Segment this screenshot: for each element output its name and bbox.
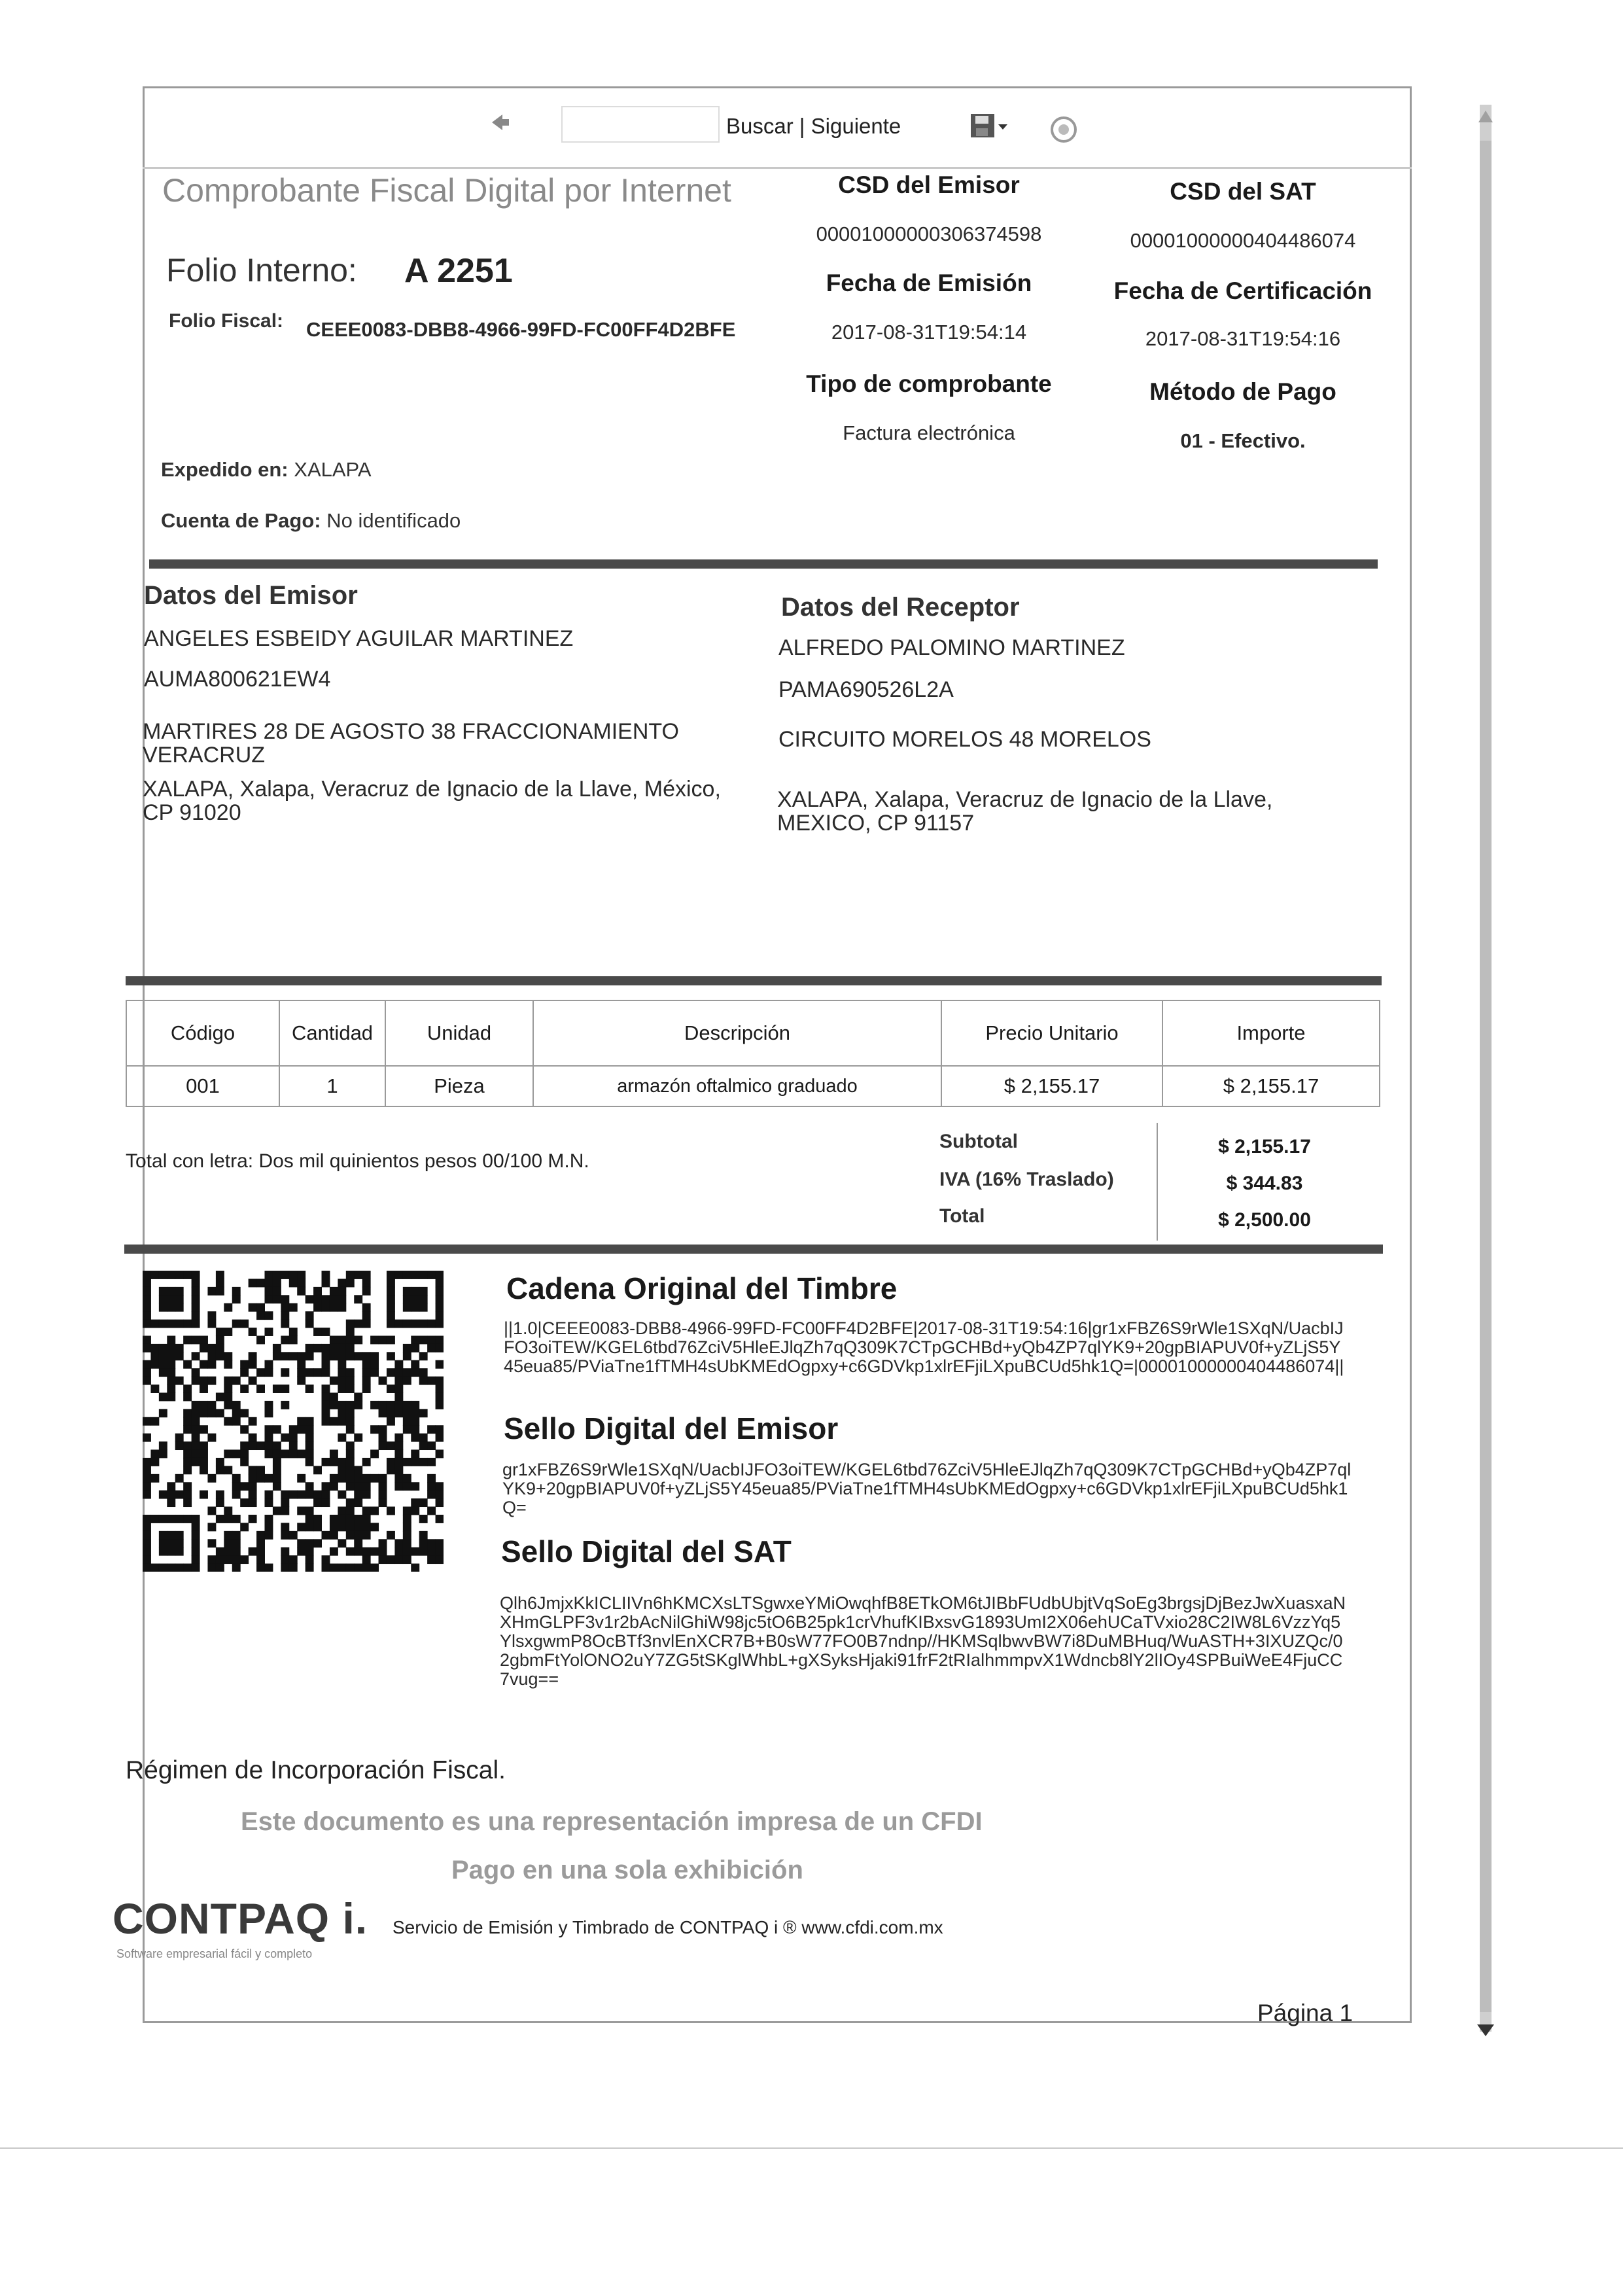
save-icon[interactable] [969, 113, 1011, 143]
receptor-name: ALFREDO PALOMINO MARTINEZ [778, 635, 1125, 660]
emisor-title: Datos del Emisor [144, 581, 358, 610]
total-letra-label: Total con letra: [126, 1150, 254, 1172]
total-value: $ 2,500.00 [1218, 1209, 1311, 1231]
search-input[interactable] [561, 106, 720, 143]
csd-emisor-label: CSD del Emisor [838, 171, 1020, 198]
csd-sat-label: CSD del SAT [1170, 178, 1316, 205]
toolbar-divider [143, 167, 1412, 169]
expedido-en [161, 458, 372, 482]
page-number: Página 1 [1257, 2000, 1353, 2026]
total-letra-value: Dos mil quinientos pesos 00/100 M.N. [258, 1150, 589, 1172]
header-importe: Importe [1162, 1000, 1380, 1066]
header-band [149, 559, 1378, 569]
tipo-comprobante-value: Factura electrónica [843, 421, 1015, 444]
search-controls [726, 114, 901, 139]
emisor-rfc: AUMA800621EW4 [144, 667, 331, 692]
cell-codigo: 001 [126, 1066, 279, 1106]
emisor-name: ANGELES ESBEIDY AGUILAR MARTINEZ [144, 626, 574, 651]
fecha-emision-value: 2017-08-31T19:54:14 [831, 321, 1027, 344]
scrollbar-thumb[interactable] [1480, 141, 1492, 2012]
table-row [126, 1066, 1380, 1106]
expedido-label: Expedido en: [161, 458, 288, 481]
next-button[interactable]: Siguiente [811, 114, 901, 138]
receptor-title: Datos del Receptor [781, 593, 1020, 622]
back-arrow-icon[interactable] [489, 111, 512, 133]
header-unidad: Unidad [385, 1000, 533, 1066]
cell-descripcion: armazón oftalmico graduado [533, 1066, 941, 1106]
totals-bottom-band [124, 1245, 1383, 1254]
cell-unidad: Pieza [385, 1066, 533, 1106]
receptor-address-line3: MEXICO, CP 91157 [777, 811, 975, 836]
cell-cantidad: 1 [279, 1066, 385, 1106]
cuenta-label: Cuenta de Pago: [161, 509, 321, 532]
table-top-band [126, 976, 1382, 985]
totals-divider [1157, 1123, 1158, 1241]
subtotal-value: $ 2,155.17 [1218, 1136, 1311, 1157]
total-con-letra [126, 1150, 589, 1173]
refresh-icon[interactable] [1049, 115, 1078, 144]
regimen-fiscal: Régimen de Incorporación Fiscal. [126, 1756, 506, 1784]
cadena-original-text: ||1.0|CEEE0083-DBB8-4966-99FD-FC00FF4D2BFE|2017-08-31T19:54:16|gr1xFBZ6S9rWle1SXqN/UacbIJFO3oiTEW/KGEL6tbd76ZciV5HleEJlqZh7qQ309K7CTpGCHBd+yQb4ZP7qlYK9+20gpBIAPUV0f+yZLjS5Y45eua85/PViaTne1fTMH4sUbKMEdOgpxy+c6GDVkp1xlrEFjiLXpuBCUd5hk1Q=|00001000000404486074|| [504, 1318, 1344, 1376]
header-codigo: Código [126, 1000, 279, 1066]
total-label: Total [939, 1205, 985, 1227]
header-precio-unitario: Precio Unitario [941, 1000, 1162, 1066]
metodo-pago-label: Método de Pago [1149, 378, 1336, 405]
csd-sat-value: 00001000000404486074 [1130, 229, 1356, 252]
folio-fiscal-value: CEEE0083-DBB8-4966-99FD-FC00FF4D2BFE [306, 318, 736, 341]
search-button[interactable]: Buscar [726, 114, 794, 138]
iva-value: $ 344.83 [1226, 1173, 1303, 1194]
document-type-title: Comprobante Fiscal Digital por Internet [162, 172, 731, 209]
fecha-certificacion-label: Fecha de Certificación [1113, 277, 1372, 304]
scroll-down-arrow-icon[interactable] [1476, 2022, 1495, 2039]
toolbar-separator: | [799, 114, 805, 138]
folio-interno-label: Folio Interno: [166, 252, 357, 289]
scan-edge [0, 2147, 1623, 2149]
tipo-comprobante-label: Tipo de comprobante [806, 370, 1052, 397]
receptor-address-line2: XALAPA, Xalapa, Veracruz de Ignacio de la Llave, [777, 787, 1273, 812]
emisor-address-line1: MARTIRES 28 DE AGOSTO 38 FRACCIONAMIENTO [143, 719, 679, 744]
items-table [126, 1000, 1380, 1107]
cell-precio-unitario: $ 2,155.17 [941, 1066, 1162, 1106]
subtotal-label: Subtotal [939, 1131, 1018, 1152]
folio-fiscal-label: Folio Fiscal: [169, 310, 284, 332]
expedido-value: XALAPA [294, 458, 372, 481]
emisor-address-line2: VERACRUZ [143, 743, 266, 768]
servicio-timbrado: Servicio de Emisión y Timbrado de CONTPAQ i ® www.cfdi.com.mx [393, 1917, 943, 1937]
contpaq-logo: CONTPAQ i. [113, 1894, 368, 1943]
sello-emisor-text: gr1xFBZ6S9rWle1SXqN/UacbIJFO3oiTEW/KGEL6tbd76ZciV5HleEJlqZh7qQ309K7CTpGCHBd+yQb4ZP7qlYK9+20gpBIAPUV0f+yZLjS5Y45eua85/PViaTne1fTMH4sUbKMEdOgpxy+c6GDVkp1xlrEFjiLXpuBCUd5hk1Q= [502, 1460, 1352, 1517]
contpaq-tagline: Software empresarial fácil y completo [116, 1947, 313, 1960]
pago-leyenda: Pago en una sola exhibición [451, 1856, 803, 1884]
emisor-address-line4: CP 91020 [143, 800, 241, 825]
qr-code-icon [143, 1271, 444, 1572]
sello-emisor-title: Sello Digital del Emisor [504, 1411, 839, 1445]
cuenta-value: No identificado [326, 509, 461, 532]
scroll-up-arrow-icon[interactable] [1477, 108, 1494, 125]
header-cantidad: Cantidad [279, 1000, 385, 1066]
emisor-address-line3: XALAPA, Xalapa, Veracruz de Ignacio de la Llave, México, [143, 777, 721, 802]
fecha-emision-label: Fecha de Emisión [826, 270, 1032, 296]
table-header-row [126, 1000, 1380, 1066]
folio-interno-value: A 2251 [404, 252, 513, 290]
csd-emisor-value: 00001000000306374598 [816, 222, 1042, 245]
cfdi-leyenda: Este documento es una representación impresa de un CFDI [241, 1807, 983, 1836]
cadena-original-title: Cadena Original del Timbre [506, 1271, 898, 1305]
iva-label: IVA (16% Traslado) [939, 1169, 1114, 1190]
metodo-pago-value: 01 - Efectivo. [1180, 429, 1306, 452]
sello-sat-title: Sello Digital del SAT [501, 1534, 792, 1568]
receptor-rfc: PAMA690526L2A [778, 677, 954, 702]
cell-importe: $ 2,155.17 [1162, 1066, 1380, 1106]
cuenta-de-pago [161, 509, 461, 533]
receptor-address-line1: CIRCUITO MORELOS 48 MORELOS [778, 727, 1151, 752]
sello-sat-text: Qlh6JmjxKkICLIIVn6hKMCXsLTSgwxeYMiOwqhfB8ETkOM6tJIBbFUdbUbjtVqSoEg3brgsjDjBezJwXuasxaNXHmGLPF3v1r2bAcNilGhiW98jc5tO6B25pk1crVhufKIBxsvG1893UmI2X06ehUCaTVxio28C2IW8L6VzzYq5YlsxgwmP8OcBTf3nvlEnXCR7B+B0sW77FO0B7ndnp//HKMSqlbwvBW7i8DuMBHuq/WuASTH+3IXUZQc/02gbmFtYolONO2uY7ZG5tSKglWhbL+gXSyksHjaki91frF2tRIalhmmpvX1Wdncb8lY2lIOy4SPBuiWeE4FjuCC7vug== [500, 1593, 1346, 1689]
header-descripcion: Descripción [533, 1000, 941, 1066]
fecha-certificacion-value: 2017-08-31T19:54:16 [1145, 327, 1341, 350]
